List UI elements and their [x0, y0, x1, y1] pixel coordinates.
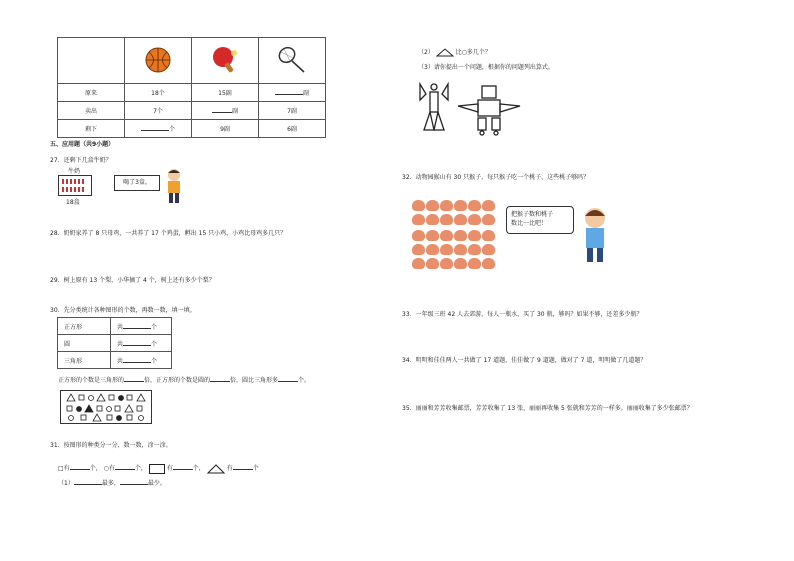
pingpong-paddle-icon [210, 45, 240, 75]
q30-sentence[interactable]: 正方形的个数是三角形的 倍，正方形的个数是圆的 倍，圆比三角形多 个。 [58, 377, 311, 384]
blank-cell[interactable]: 共 个 [111, 352, 172, 369]
q29-text: 29．树上原有 13 个梨，小华摘了 4 个，树上还有多少个梨？ [50, 277, 215, 284]
blank-cell[interactable]: 副 [192, 102, 259, 120]
q31-sub2: （2） 比○多几个？ [418, 49, 491, 56]
q34-text: 34．明明和佳佳两人一共做了 17 道题，佳佳做了 9 道题，做对了 7 道，明明做了几道题？ [402, 357, 647, 364]
q32-text: 32．动物园猴山有 30 只猴子，每只猴子吃一个桃子，这些桃子够吗？ [402, 174, 590, 181]
shape-count-table [57, 317, 172, 369]
badminton-cell [259, 38, 326, 84]
row-label: 剩下 [58, 120, 125, 138]
row-label: 卖出 [58, 102, 125, 120]
pingpong-cell [192, 38, 259, 84]
cell: 6副 [259, 120, 326, 138]
basketball-icon [145, 47, 171, 73]
shape-label: 正方形 [58, 318, 111, 335]
cell: 18个 [125, 84, 192, 102]
shape-label: 三角形 [58, 352, 111, 369]
cell: 7副 [259, 102, 326, 120]
boy-icon [578, 206, 612, 264]
rectangle-icon [149, 464, 165, 474]
q32-speech-bubble: 把猴子数和桃子 数比一比吧！ [506, 206, 574, 234]
boy-icon [163, 167, 185, 205]
blank-cell[interactable]: 副 [259, 84, 326, 102]
basketball-cell [125, 38, 192, 84]
peach-grid [412, 200, 502, 272]
row-label: 原来 [58, 84, 125, 102]
q31-sub3: （3）请你提出一个问题，根据你的问题列出算式。 [418, 64, 554, 71]
cell: 15副 [192, 84, 259, 102]
blank-cell[interactable]: 个 [125, 120, 192, 138]
blank-cell[interactable]: 共 个 [111, 335, 172, 352]
shape-label: 圆 [58, 335, 111, 352]
q33-text: 33．一年级三班 42 人去郊游，每人一瓶水，买了 30 瓶，够吗？如果不够，还差多少瓶？ [402, 311, 643, 318]
triangle-icon [207, 464, 225, 474]
badminton-racket-icon [276, 45, 308, 75]
milk-count: 18盒 [66, 199, 80, 206]
speech-bubble: 喝了3盒。 [114, 175, 160, 191]
q35-text: 35．丽丽和芳芳收集邮票，芳芳收集了 13 张，丽丽再收集 5 张就和芳芳的一样多。丽丽收集了多少张邮票？ [402, 405, 693, 412]
milk-label: 牛奶 [68, 168, 81, 175]
cell: 7个 [125, 102, 192, 120]
q28-text: 28．奶奶家养了 8 只母鸡，一共养了 17 个鸡蛋，孵出 15 只小鸡，小鸡比母鸡多几只？ [50, 230, 287, 237]
q31-counts[interactable]: □有 个， ○有 个， 有 个， 有 个 [58, 465, 259, 472]
q27-text: 27．还剩下几盒牛奶？ [50, 157, 112, 164]
section-title: 五、应用题（共9小题） [50, 141, 115, 148]
triangle-icon [436, 48, 454, 57]
shape-figures-icon [410, 80, 530, 136]
cell: 9副 [192, 120, 259, 138]
sales-table [57, 37, 326, 138]
milk-box-icon [58, 175, 92, 196]
q30-text: 30．先分类统计各种图形的个数，再数一数，填一填。 [50, 307, 196, 314]
blank-cell[interactable]: 共 个 [111, 318, 172, 335]
q31-text: 31．按图形的种类分一分，数一数，涂一涂。 [50, 442, 172, 449]
mixed-shapes-box [60, 390, 152, 424]
q31-sub1[interactable]: （1） 最多， 最少。 [58, 480, 166, 487]
